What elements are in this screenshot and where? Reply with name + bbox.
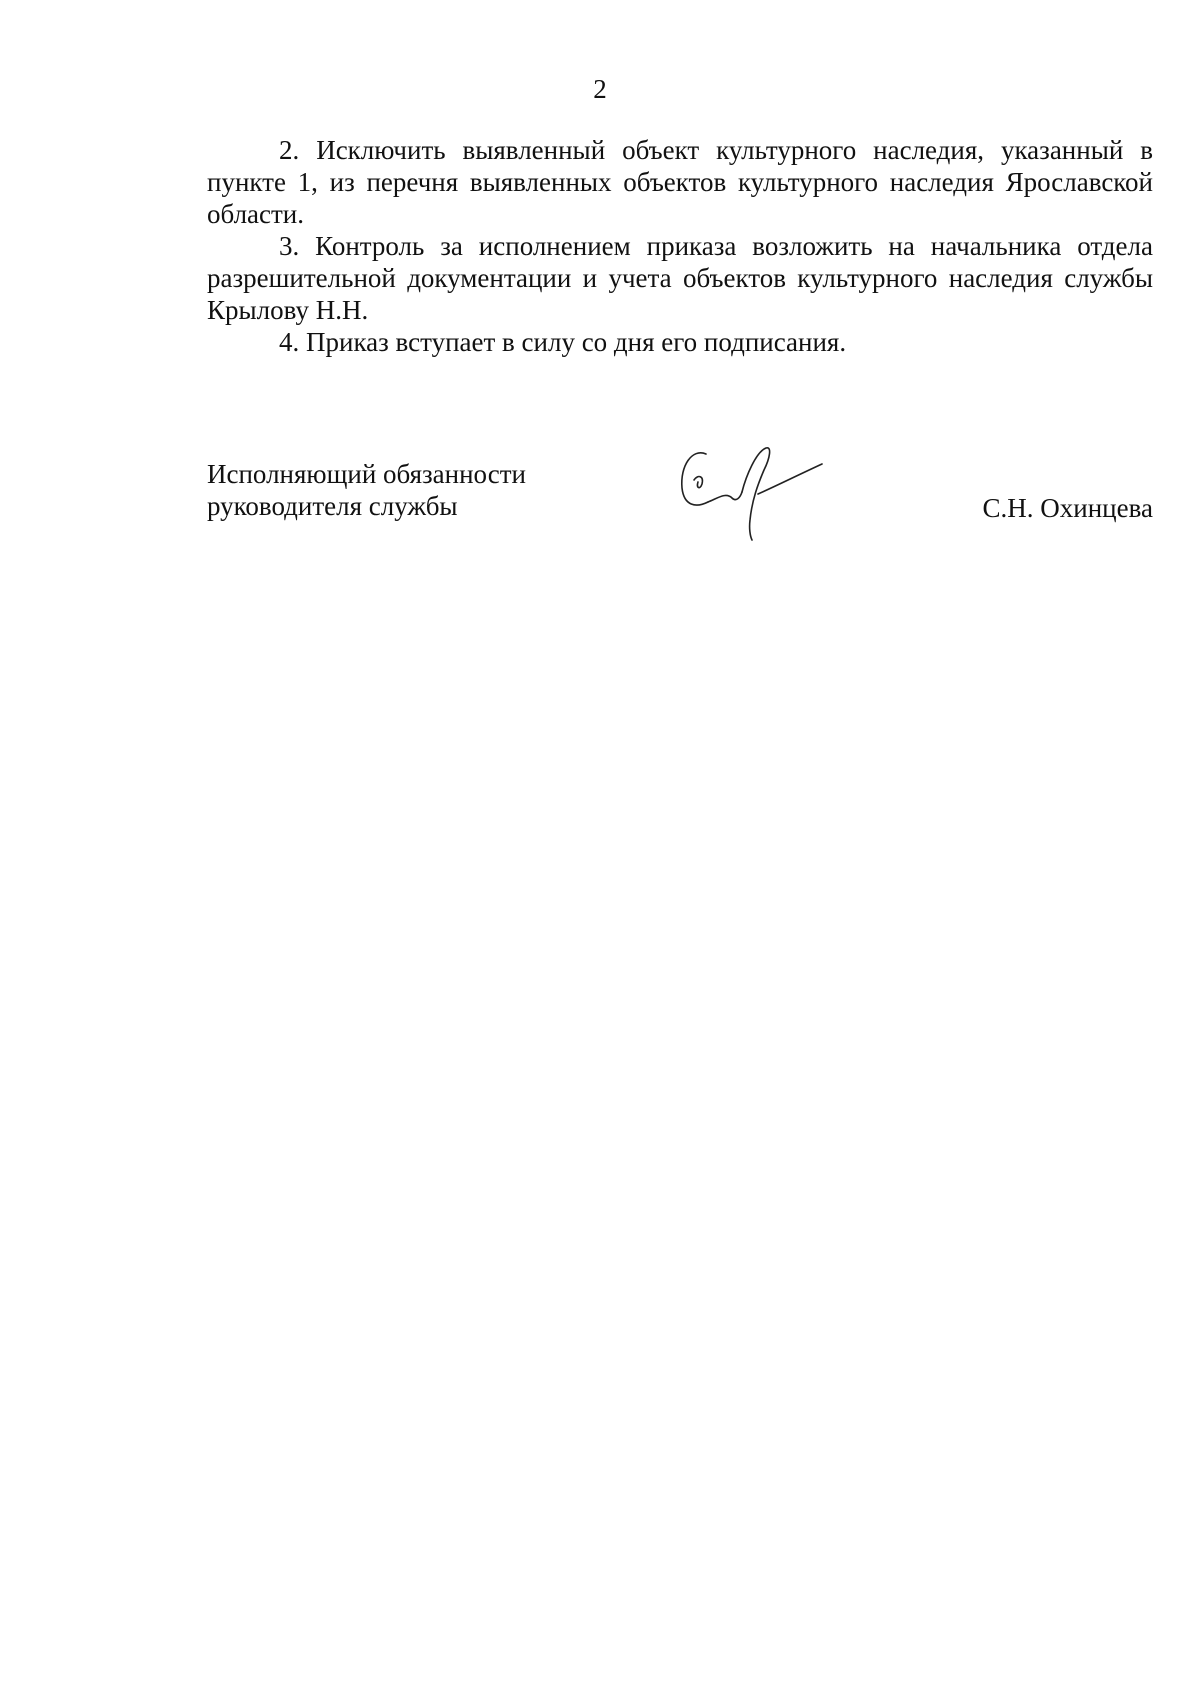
signer-position-line-2: руководителя службы <box>207 491 458 521</box>
page-number: 2 <box>593 74 607 104</box>
handwritten-signature <box>674 436 834 546</box>
signer-position <box>207 458 526 522</box>
paragraph-item-3: 3. Контроль за исполнением приказа возложить на начальника отдела разрешительной документации и учета объектов культурного наследия службы Крылову Н.Н. <box>207 231 1153 325</box>
paragraph-item-4: 4. Приказ вступает в силу со дня его подписания. <box>279 327 847 357</box>
signer-name: С.Н. Охинцева <box>982 493 1153 523</box>
paragraph-item-2: 2. Исключить выявленный объект культурного наследия, указанный в пункте 1, из перечня выявленных объектов культурного наследия Ярославской области. <box>207 135 1153 229</box>
signature-block <box>207 458 1153 558</box>
signer-position-line-1: Исполняющий обязанности <box>207 459 526 489</box>
order-body <box>207 134 1153 358</box>
